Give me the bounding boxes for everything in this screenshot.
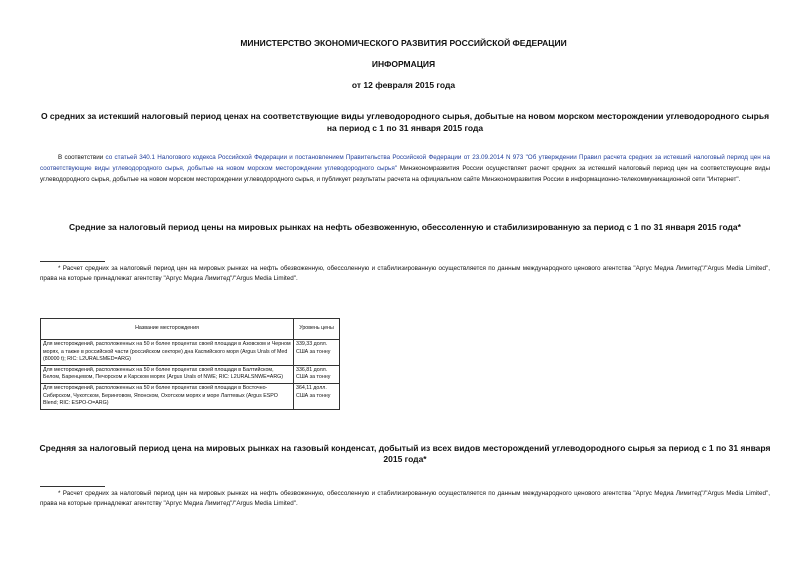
field-name-cell: Для месторождений, расположенных на 50 и более процентах своей площади в Восточно-Сибирском, Чукотском, Беринговом, Японском, Охотском морях и море Лаптевых (Argus ESPO Blend; RIC: ESPO-O=ARG) <box>41 383 294 409</box>
field-name-cell: Для месторождений, расположенных на 50 и более процентах своей площади в Азовском и Черном морях, а также в российской части (российском секторе) дна Каспийского моря (Argus Urals of Med (80000 t); RIC: L2URALSMED=ARG) <box>41 340 294 366</box>
column-header-field: Название месторождения <box>41 319 294 340</box>
condensate-footnote: * Расчет средних за налоговый период цен на мировых рынках на нефть обезвоженную, обессоленную и стабилизированную осуществляется по данным международного ценового агентства "Аргус Медиа Лимитед"/"Argus Media Limited", права на которые принадлежат агентству "Аргус Медиа Лимитед"/"Argus Media Limited". <box>40 490 770 507</box>
document-date: от 12 февраля 2015 года <box>351 80 456 90</box>
table-header-row <box>41 319 340 340</box>
oil-footnote: * Расчет средних за налоговый период цен на мировых рынках на нефть обезвоженную, обессоленную и стабилизированную осуществляется по данным международного ценового агентства "Аргус Медиа Лимитед"/"Argus Media Limited", права на которые принадлежат агентству "Аргус Медиа Лимитед"/"Argus Media Limited". <box>40 265 770 282</box>
intro-suffix: Минэкономразвития России осуществляет расчет средних за истекший налоговый период цен на соответствующие виды углеводородного сырья, добытые на новом морском месторождении углеводородного сырья, и публикует результаты расчета на официальном сайте Минэкономразвития России в информационно-телекоммуникационной сети "Интернет". <box>40 165 770 183</box>
oil-section-title: Средние за налоговый период цены на мировых рынках на нефть обезвоженную, обессоленную и стабилизированную за период с 1 по 31 января 2015 года* <box>69 222 741 232</box>
intro-paragraph <box>40 152 770 185</box>
legal-reference-link[interactable]: со статьей 340.1 Налогового кодекса Российской Федерации и постановлением Правительства Российской Федерации от 23.09.2014 N 973 "Об утверждении Правил расчета средних за истекший налоговый период цен на соответствующие виды углеводородного сырья, добытые на новом морском месторождении углеводородного сырья" <box>40 154 770 172</box>
document-type: ИНФОРМАЦИЯ <box>371 59 436 69</box>
ministry-heading: МИНИСТЕРСТВО ЭКОНОМИЧЕСКОГО РАЗВИТИЯ РОССИЙСКОЙ ФЕДЕРАЦИИ <box>240 38 567 48</box>
price-cell: 339,33 долл. США за тонну <box>294 340 340 366</box>
table-row <box>41 383 340 409</box>
column-header-price: Уровень цены <box>294 319 340 340</box>
price-cell: 336,81 долл. США за тонну <box>294 365 340 383</box>
table-row <box>41 340 340 366</box>
table-row <box>41 365 340 383</box>
intro-prefix: В соответствии <box>58 154 106 161</box>
field-name-cell: Для месторождений, расположенных на 50 и более процентах своей площади в Балтийском, Белом, Баренцевом, Печорском и Карском морях (Argus Urals of NWE; RIC: L2URALSNWE=ARG) <box>41 365 294 383</box>
footnote-divider <box>40 261 105 262</box>
footnote-divider <box>40 486 105 487</box>
price-cell: 364,11 долл. США за тонну <box>294 383 340 409</box>
oil-prices-table <box>40 318 340 410</box>
condensate-section-title: Средняя за налоговый период цена на мировых рынках на газовый конденсат, добытый из всех видов месторождений углеводородного сырья за период с 1 по 31 января 2015 года* <box>39 443 771 464</box>
document-title: О средних за истекший налоговый период ценах на соответствующие виды углеводородного сырья, добытые на новом морском месторождении углеводородного сырья на период с 1 по 31 января 2015 года <box>40 111 770 133</box>
